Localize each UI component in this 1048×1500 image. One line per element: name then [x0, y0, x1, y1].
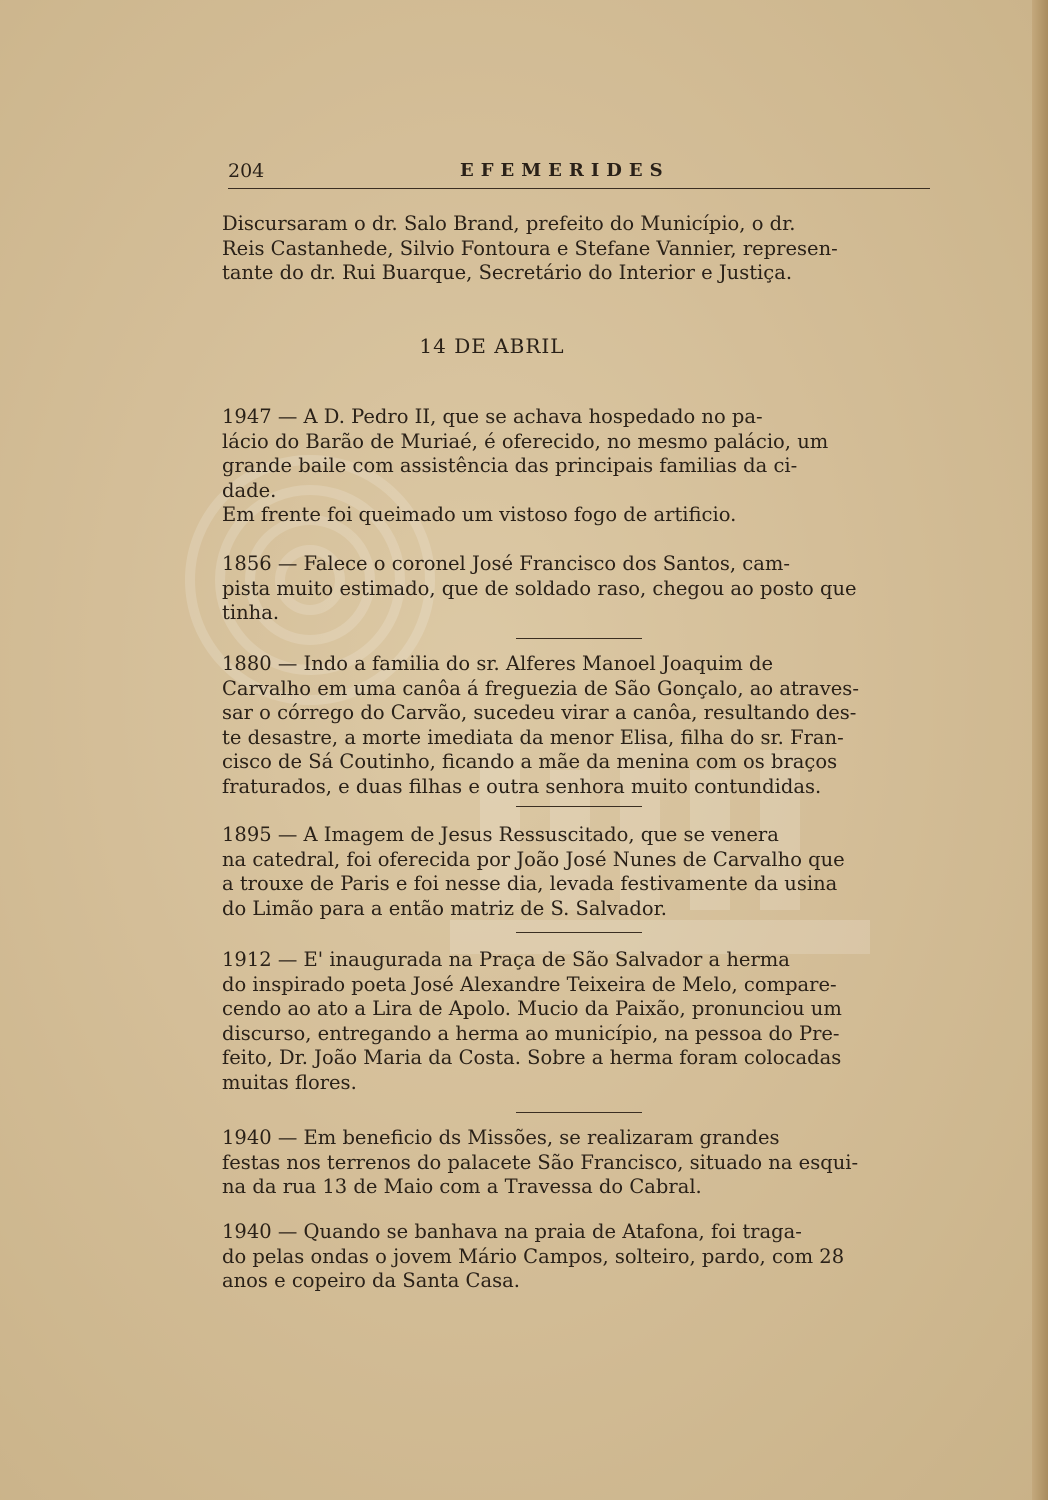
intro-paragraph: Discursaram o dr. Salo Brand, prefeito do Município, o dr. Reis Castanhede, Silvio Fontoura e Stefane Vannier, represen- tante do dr. Rui Buarque, Secretário do Interior e Justiça.: [222, 212, 838, 285]
page-edge: [1032, 0, 1048, 1500]
separator-rule: [516, 638, 642, 639]
entry-1856: 1856 — Falece o coronel José Francisco dos Santos, cam- pista muito estimado, que de soldado raso, chegou ao posto que tinha.: [222, 552, 857, 625]
entry-1940-a: 1940 — Em beneficio ds Missões, se realizaram grandes festas nos terrenos do palacete São Francisco, situado na esqui- na da rua 13 de Maio com a Travessa do Cabral.: [222, 1126, 859, 1199]
date-heading: 14 DE ABRIL: [419, 334, 565, 358]
separator-rule: [516, 932, 642, 933]
entry-1940-b: 1940 — Quando se banhava na praia de Atafona, foi traga- do pelas ondas o jovem Mário Campos, solteiro, pardo, com 28 anos e copeiro da Santa Casa.: [222, 1220, 845, 1293]
separator-rule: [516, 1112, 642, 1113]
entry-1947: 1947 — A D. Pedro II, que se achava hospedado no pa- lácio do Barão de Muriaé, é oferecido, no mesmo palácio, um grande baile com assistência das principais familias da ci- dade. Em frente foi queimado um vistoso fogo de artificio.: [222, 405, 829, 527]
header-title: EFEMERIDES: [460, 160, 670, 181]
entry-1880: 1880 — Indo a familia do sr. Alferes Manoel Joaquim de Carvalho em uma canôa á freguezia de São Gonçalo, ao atraves- sar o córrego do Carvão, sucedeu virar a canôa, resultando des- te desastre, a morte imediata da menor Elisa, filha do sr. Fran- cisco de Sá Coutinho, ficando a mãe da menina com os braços fraturados, e duas filhas e outra senhora muito contundidas.: [222, 652, 859, 798]
entry-1895: 1895 — A Imagem de Jesus Ressuscitado, que se venera na catedral, foi oferecida por João José Nunes de Carvalho que a trouxe de Paris e foi nesse dia, levada festivamente da usina do Limão para a então matriz de S. Salvador.: [222, 823, 845, 920]
entry-1912: 1912 — E' inaugurada na Praça de São Salvador a herma do inspirado poeta José Alexandre Teixeira de Melo, compare- cendo ao ato a Lira de Apolo. Mucio da Paixão, pronunciou um discurso, entregando a herma ao município, na pessoa do Pre- feito, Dr. João Maria da Costa. Sobre a herma foram colocadas muitas flores.: [222, 948, 842, 1094]
running-head: [228, 158, 930, 189]
separator-rule: [516, 806, 642, 807]
page-number: 204: [228, 160, 265, 182]
